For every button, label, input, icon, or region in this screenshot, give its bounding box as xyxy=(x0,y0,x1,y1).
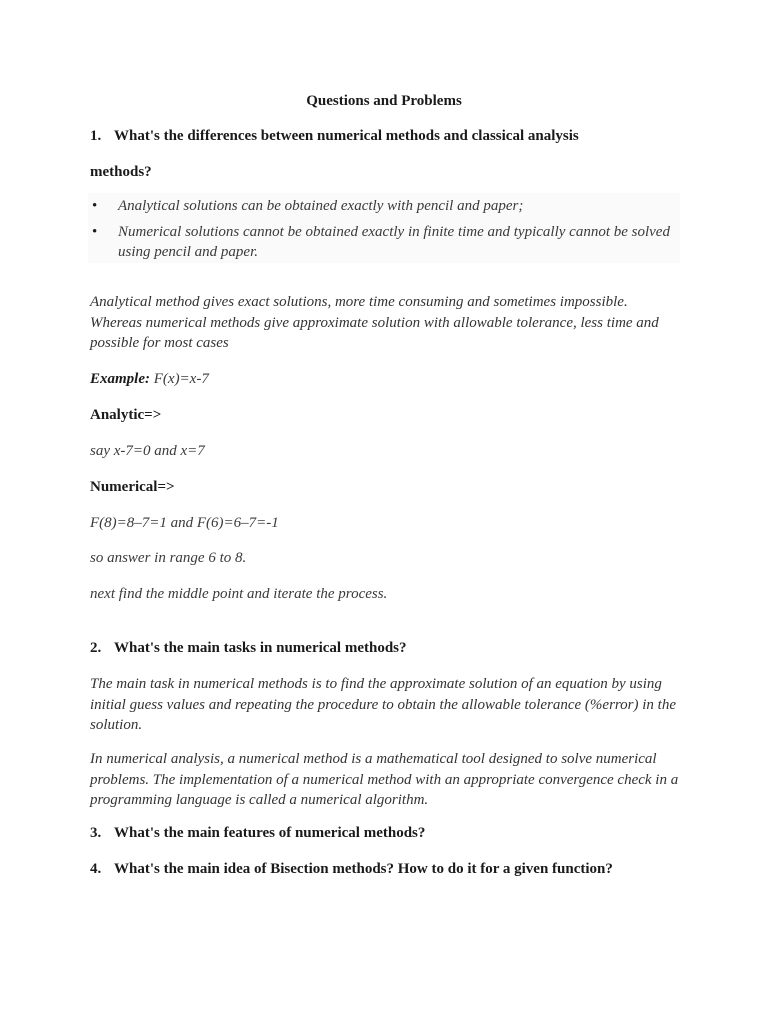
numerical-line-3: next find the middle point and iterate the process. xyxy=(90,586,388,602)
question-text: What's the differences between numerical methods and classical analysis xyxy=(114,128,579,144)
answer-2-paragraph-1: The main task in numerical methods is to find the approximate solution of an equation by using initial guess values and repeating the procedure to obtain the allowable tolerance (%error) in the solution. xyxy=(90,676,677,733)
page-title: Questions and Problems xyxy=(306,93,462,109)
numerical-label: Numerical=> xyxy=(90,479,175,495)
numerical-line-2: so answer in range 6 to 8. xyxy=(90,550,247,566)
question-number: 2. xyxy=(90,640,102,656)
analytic-label: Analytic=> xyxy=(90,407,162,423)
list-item-text: Numerical solutions cannot be obtained exactly in finite time and typically cannot be solved using pencil and paper. xyxy=(118,224,670,260)
question-text: What's the main idea of Bisection methods? How to do it for a given function? xyxy=(114,861,613,877)
list-item-text: Analytical solutions can be obtained exactly with pencil and paper; xyxy=(118,198,524,214)
question-number: 4. xyxy=(90,861,102,877)
bullet-icon: • xyxy=(92,198,98,214)
bullet-list xyxy=(88,193,680,263)
question-4 xyxy=(90,861,613,878)
example-value: F(x)=x-7 xyxy=(153,371,209,387)
question-number: 1. xyxy=(90,128,102,144)
question-1 xyxy=(90,128,579,145)
numerical-line-1: F(8)=8–7=1 and F(6)=6–7=-1 xyxy=(90,515,279,531)
question-3 xyxy=(90,825,425,842)
question-text: What's the main features of numerical methods? xyxy=(114,825,426,841)
question-number: 3. xyxy=(90,825,102,841)
question-1-continuation: methods? xyxy=(90,164,152,180)
example-line xyxy=(90,371,209,388)
question-2 xyxy=(90,640,407,657)
analytic-text: say x-7=0 and x=7 xyxy=(90,443,205,459)
answer-1-paragraph: Analytical method gives exact solutions, more time consuming and sometimes impossible. Whereas numerical methods give approximate solution with allowable tolerance, less time and possible for most cases xyxy=(90,294,659,351)
answer-2-paragraph-2: In numerical analysis, a numerical method is a mathematical tool designed to solve numerical problems. The implementation of a numerical method with an appropriate convergence check in a programming language is called a numerical algorithm. xyxy=(90,751,679,808)
bullet-icon: • xyxy=(92,224,98,240)
example-label: Example: xyxy=(90,371,150,387)
question-text: What's the main tasks in numerical methods? xyxy=(114,640,407,656)
